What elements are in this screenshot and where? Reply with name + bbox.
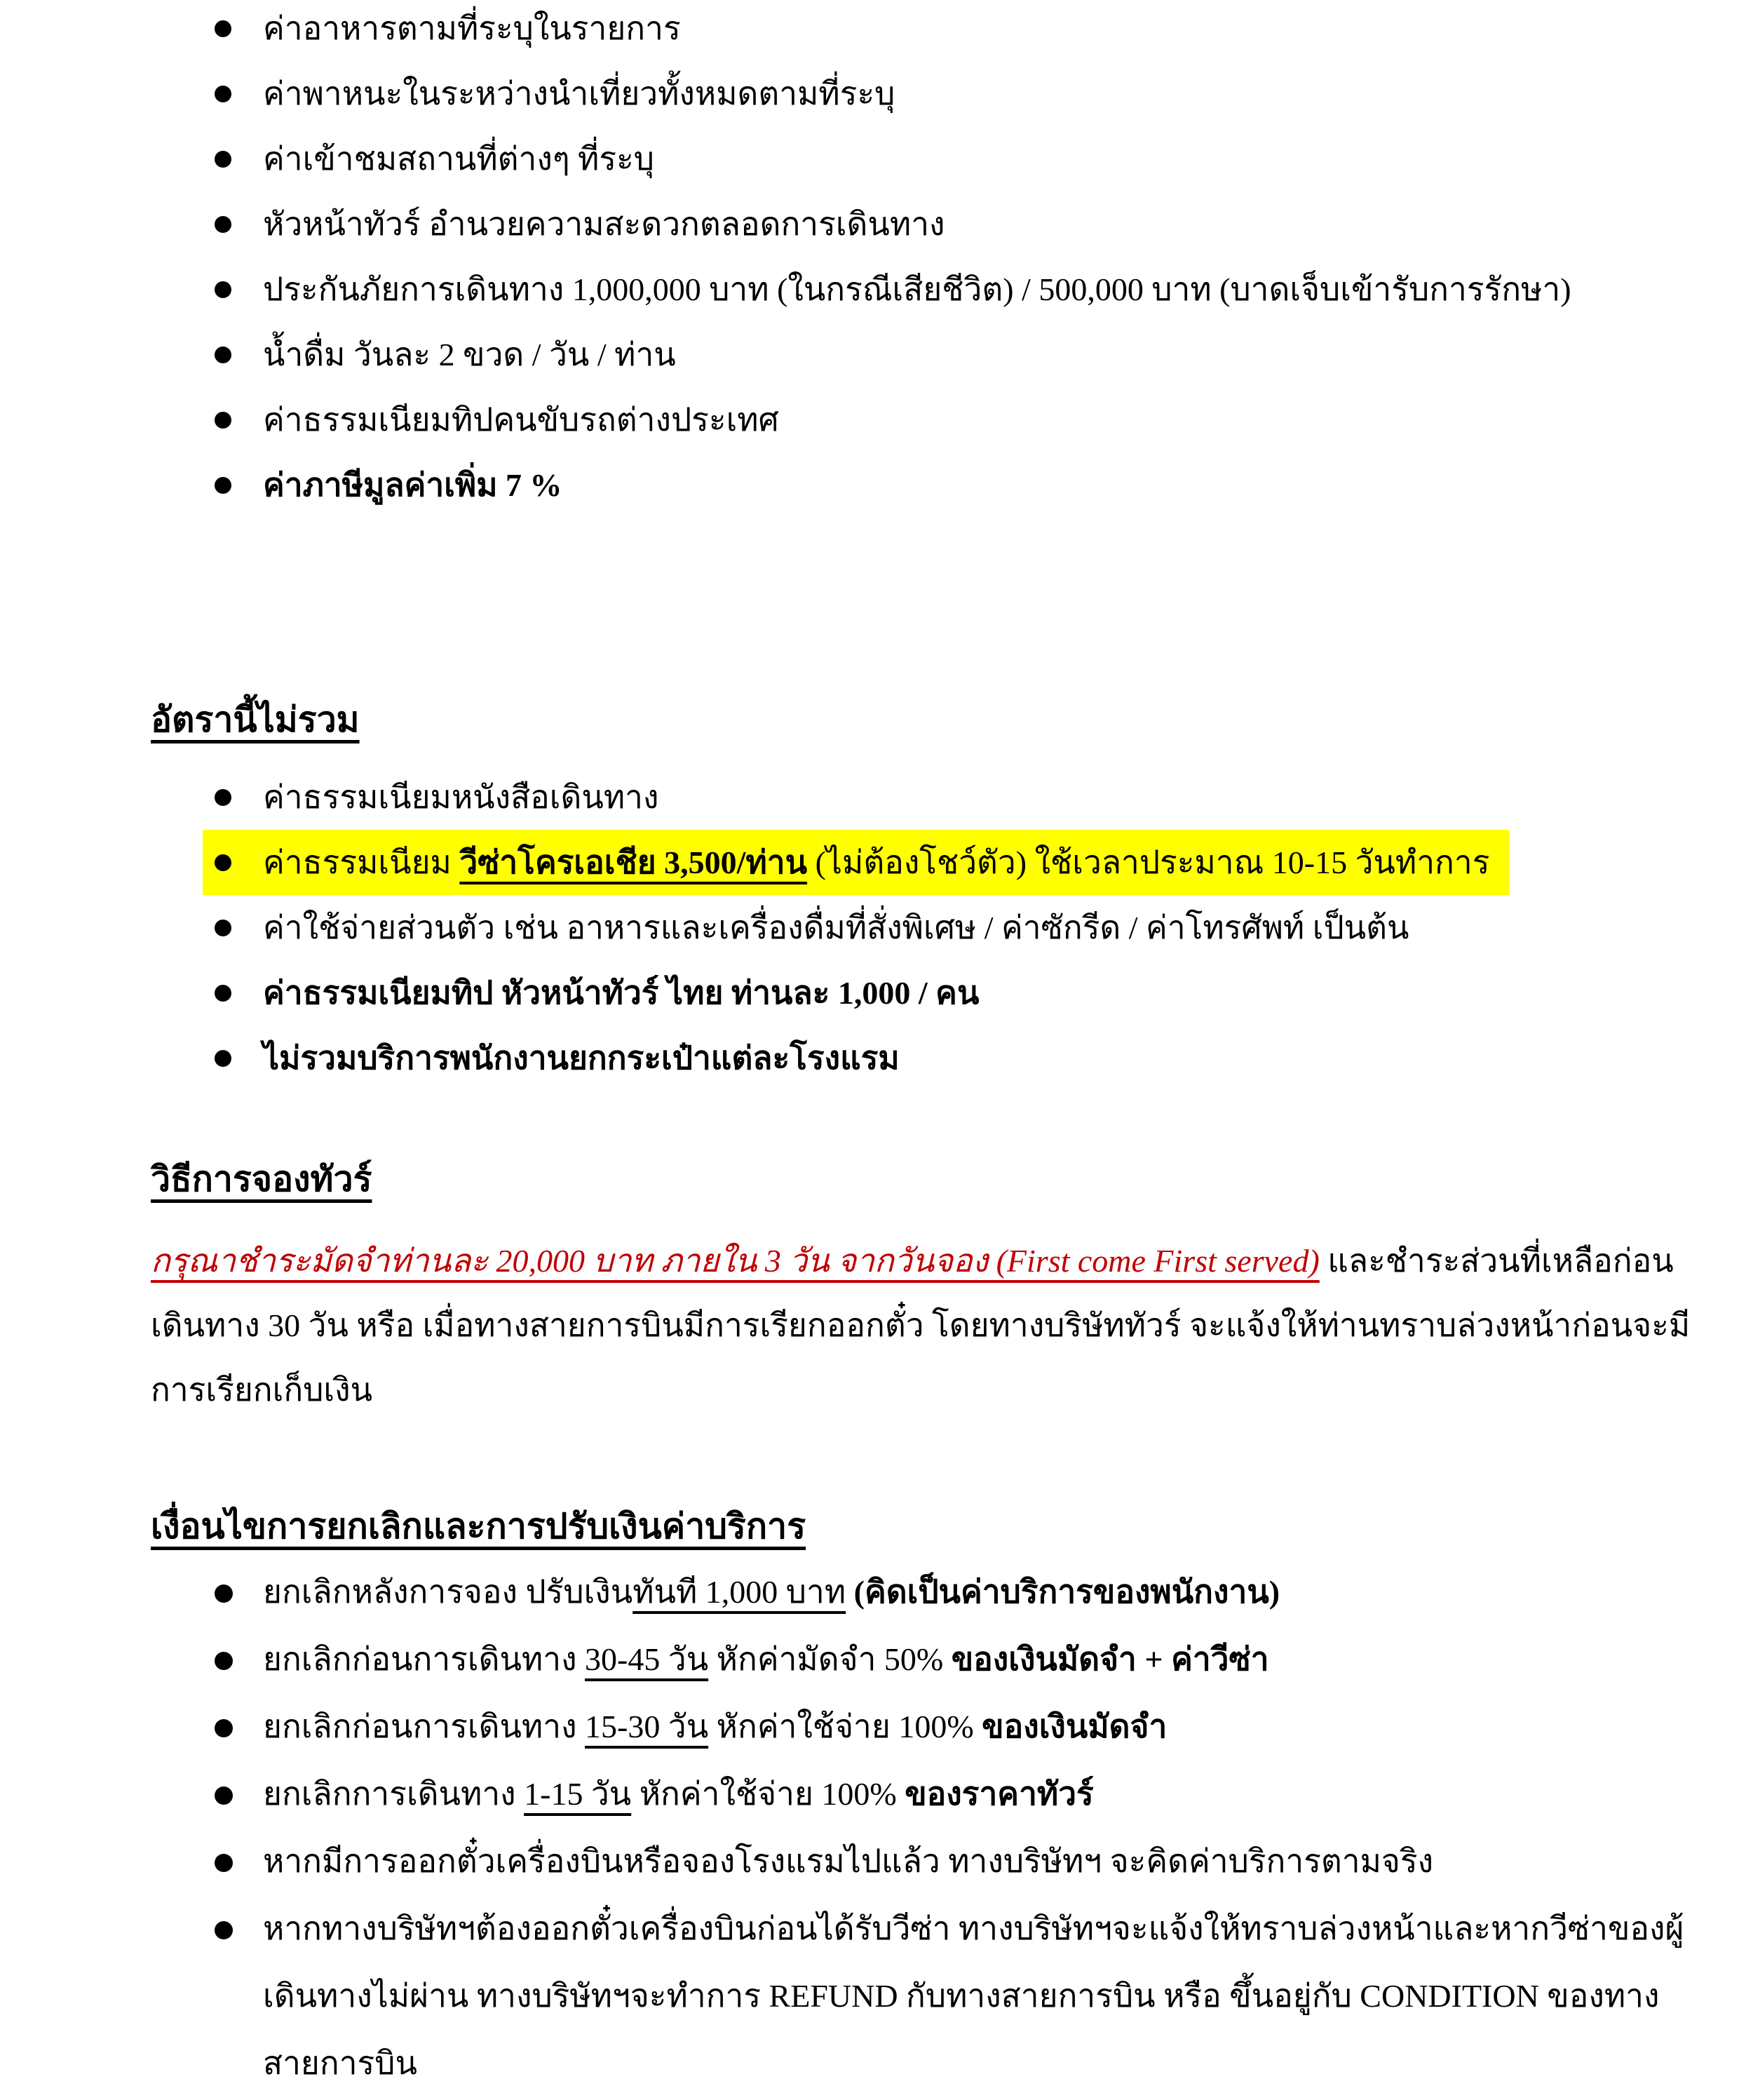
text-line: [151, 1358, 1697, 1422]
cancellation-conditions-section-heading: เงื่อนไขการยกเลิกและการปรับเงินค่าบริการ: [151, 1507, 806, 1546]
list-item: [0, 0, 1739, 61]
text-segment: [846, 1574, 854, 1610]
list-item: [0, 387, 1739, 452]
highlighted-text: [203, 830, 1509, 895]
list-item: [0, 322, 1739, 387]
text-line: [263, 1963, 1739, 2030]
list-item: [0, 960, 1739, 1025]
text-line: [151, 1229, 1697, 1293]
list-item: [0, 191, 1739, 257]
text-segment: หักค่าใช้จ่าย 100%: [631, 1776, 905, 1812]
text-segment: 30-45 วัน: [585, 1641, 709, 1677]
list-item: [0, 126, 1739, 191]
text-segment: ยกเลิกการเดินทาง: [263, 1776, 525, 1812]
list-item: [0, 765, 1739, 830]
list-item: [0, 257, 1739, 322]
text-segment: ประกันภัยการเดินทาง 1,000,000 บาท (ในกรณีเสียชีวิต) / 500,000 บาท (บาดเจ็บเข้ารับการรักษา): [263, 271, 1571, 307]
text-segment: ยกเลิกก่อนการเดินทาง: [263, 1709, 586, 1744]
list-item: [0, 1025, 1739, 1091]
text-segment: ค่าธรรมเนียมทิป หัวหน้าทัวร์ ไทย ท่านละ 1,000 / คน: [263, 975, 980, 1011]
text-line: [263, 2030, 1739, 2097]
text-segment: ไม่รวมบริการพนักงานยกกระเป๋าแต่ละโรงแรม: [263, 1040, 900, 1076]
booking-method-section-heading: วิธีการจองทัวร์: [151, 1159, 372, 1199]
text-segment: ค่าใช้จ่ายส่วนตัว เช่น อาหารและเครื่องดื่มที่สั่งพิเศษ / ค่าซักรีด / ค่าโทรศัพท์ เป็นต้น: [263, 910, 1409, 945]
text-segment: วีซ่าโครเอเชีย 3,500/ท่าน: [459, 844, 808, 880]
list-item: [0, 452, 1739, 518]
text-segment: การเรียกเก็บเงิน: [151, 1372, 373, 1408]
text-segment: สายการบิน: [263, 2045, 417, 2081]
text-segment: 1-15 วัน: [524, 1776, 632, 1812]
list-item: [0, 61, 1739, 126]
text-segment: เดินทาง 30 วัน หรือ เมื่อทางสายการบินมีการเรียกออกตั๋ว โดยทางบริษัททัวร์ จะแจ้งให้ท่านทราบล่วงหน้าก่อนจะมี: [151, 1307, 1691, 1343]
text-segment: (คิดเป็นค่าบริการของพนักงาน): [853, 1574, 1280, 1610]
text-segment: ค่าพาหนะในระหว่างนำเที่ยวทั้งหมดตามที่ระบุ: [263, 76, 895, 112]
text-segment: และชำระส่วนที่เหลือก่อน: [1319, 1243, 1674, 1279]
text-segment: 15-30 วัน: [585, 1709, 709, 1744]
text-segment: หัวหน้าทัวร์ อำนวยความสะดวกตลอดการเดินทาง: [263, 206, 945, 242]
text-segment: ยกเลิกก่อนการเดินทาง: [263, 1641, 586, 1677]
list-item: [0, 830, 1739, 895]
list-item: [0, 1693, 1739, 1761]
text-segment: ทันที 1,000 บาท: [632, 1574, 846, 1610]
booking-deposit-paragraph: [151, 1229, 1697, 1422]
text-segment: ของเงินมัดจำ: [982, 1709, 1168, 1744]
list-item: [0, 895, 1739, 960]
included-in-price-list: [0, 0, 1739, 518]
text-segment: ยกเลิกหลังการจอง ปรับเงิน: [263, 1574, 633, 1610]
list-item: [0, 1895, 1739, 2097]
list-item: [0, 1559, 1739, 1626]
text-segment: ค่าธรรมเนียม: [263, 844, 460, 880]
text-segment: เดินทางไม่ผ่าน ทางบริษัทฯจะทำการ REFUND กับทางสายการบิน หรือ ขึ้นอยู่กับ CONDITION ของทาง: [263, 1978, 1660, 2014]
list-item: [0, 1761, 1739, 1828]
list-item: [0, 1828, 1739, 1895]
text-line: [263, 1895, 1739, 1963]
text-segment: ค่าธรรมเนียมหนังสือเดินทาง: [263, 779, 659, 815]
text-segment: ของเงินมัดจำ + ค่าวีซ่า: [951, 1641, 1269, 1677]
text-segment: หากทางบริษัทฯต้องออกตั๋วเครื่องบินก่อนได้รับวีซ่า ทางบริษัทฯจะแจ้งให้ทราบล่วงหน้าและหากวีซ่าของผู้: [263, 1911, 1684, 1946]
text-segment: หักค่ามัดจำ 50%: [708, 1641, 952, 1677]
text-segment: น้ำดื่ม วันละ 2 ขวด / วัน / ท่าน: [263, 337, 676, 372]
text-segment: หากมีการออกตั๋วเครื่องบินหรือจองโรงแรมไปแล้ว ทางบริษัทฯ จะคิดค่าบริการตามจริง: [263, 1843, 1434, 1879]
list-item: [0, 1626, 1739, 1693]
text-segment: กรุณาชำระมัดจำท่านละ 20,000 บาท ภายใน 3 วัน จากวันจอง (First come First served): [151, 1243, 1320, 1279]
text-segment: ของราคาทัวร์: [905, 1776, 1094, 1812]
text-segment: ค่าภาษีมูลค่าเพิ่ม 7 %: [263, 467, 562, 503]
text-segment: หักค่าใช้จ่าย 100%: [708, 1709, 982, 1744]
text-line: [151, 1293, 1697, 1358]
cancellation-conditions-list: [0, 1559, 1739, 2097]
text-segment: ค่าอาหารตามที่ระบุในรายการ: [263, 11, 681, 46]
not-included-list: [0, 765, 1739, 1091]
text-segment: (ไม่ต้องโชว์ตัว) ใช้เวลาประมาณ 10-15 วันทำการ: [807, 844, 1490, 880]
not-included-section-heading: อัตรานี้ไม่รวม: [151, 700, 360, 739]
text-segment: ค่าธรรมเนียมทิปคนขับรถต่างประเทศ: [263, 402, 779, 438]
text-segment: ค่าเข้าชมสถานที่ต่างๆ ที่ระบุ: [263, 141, 654, 177]
